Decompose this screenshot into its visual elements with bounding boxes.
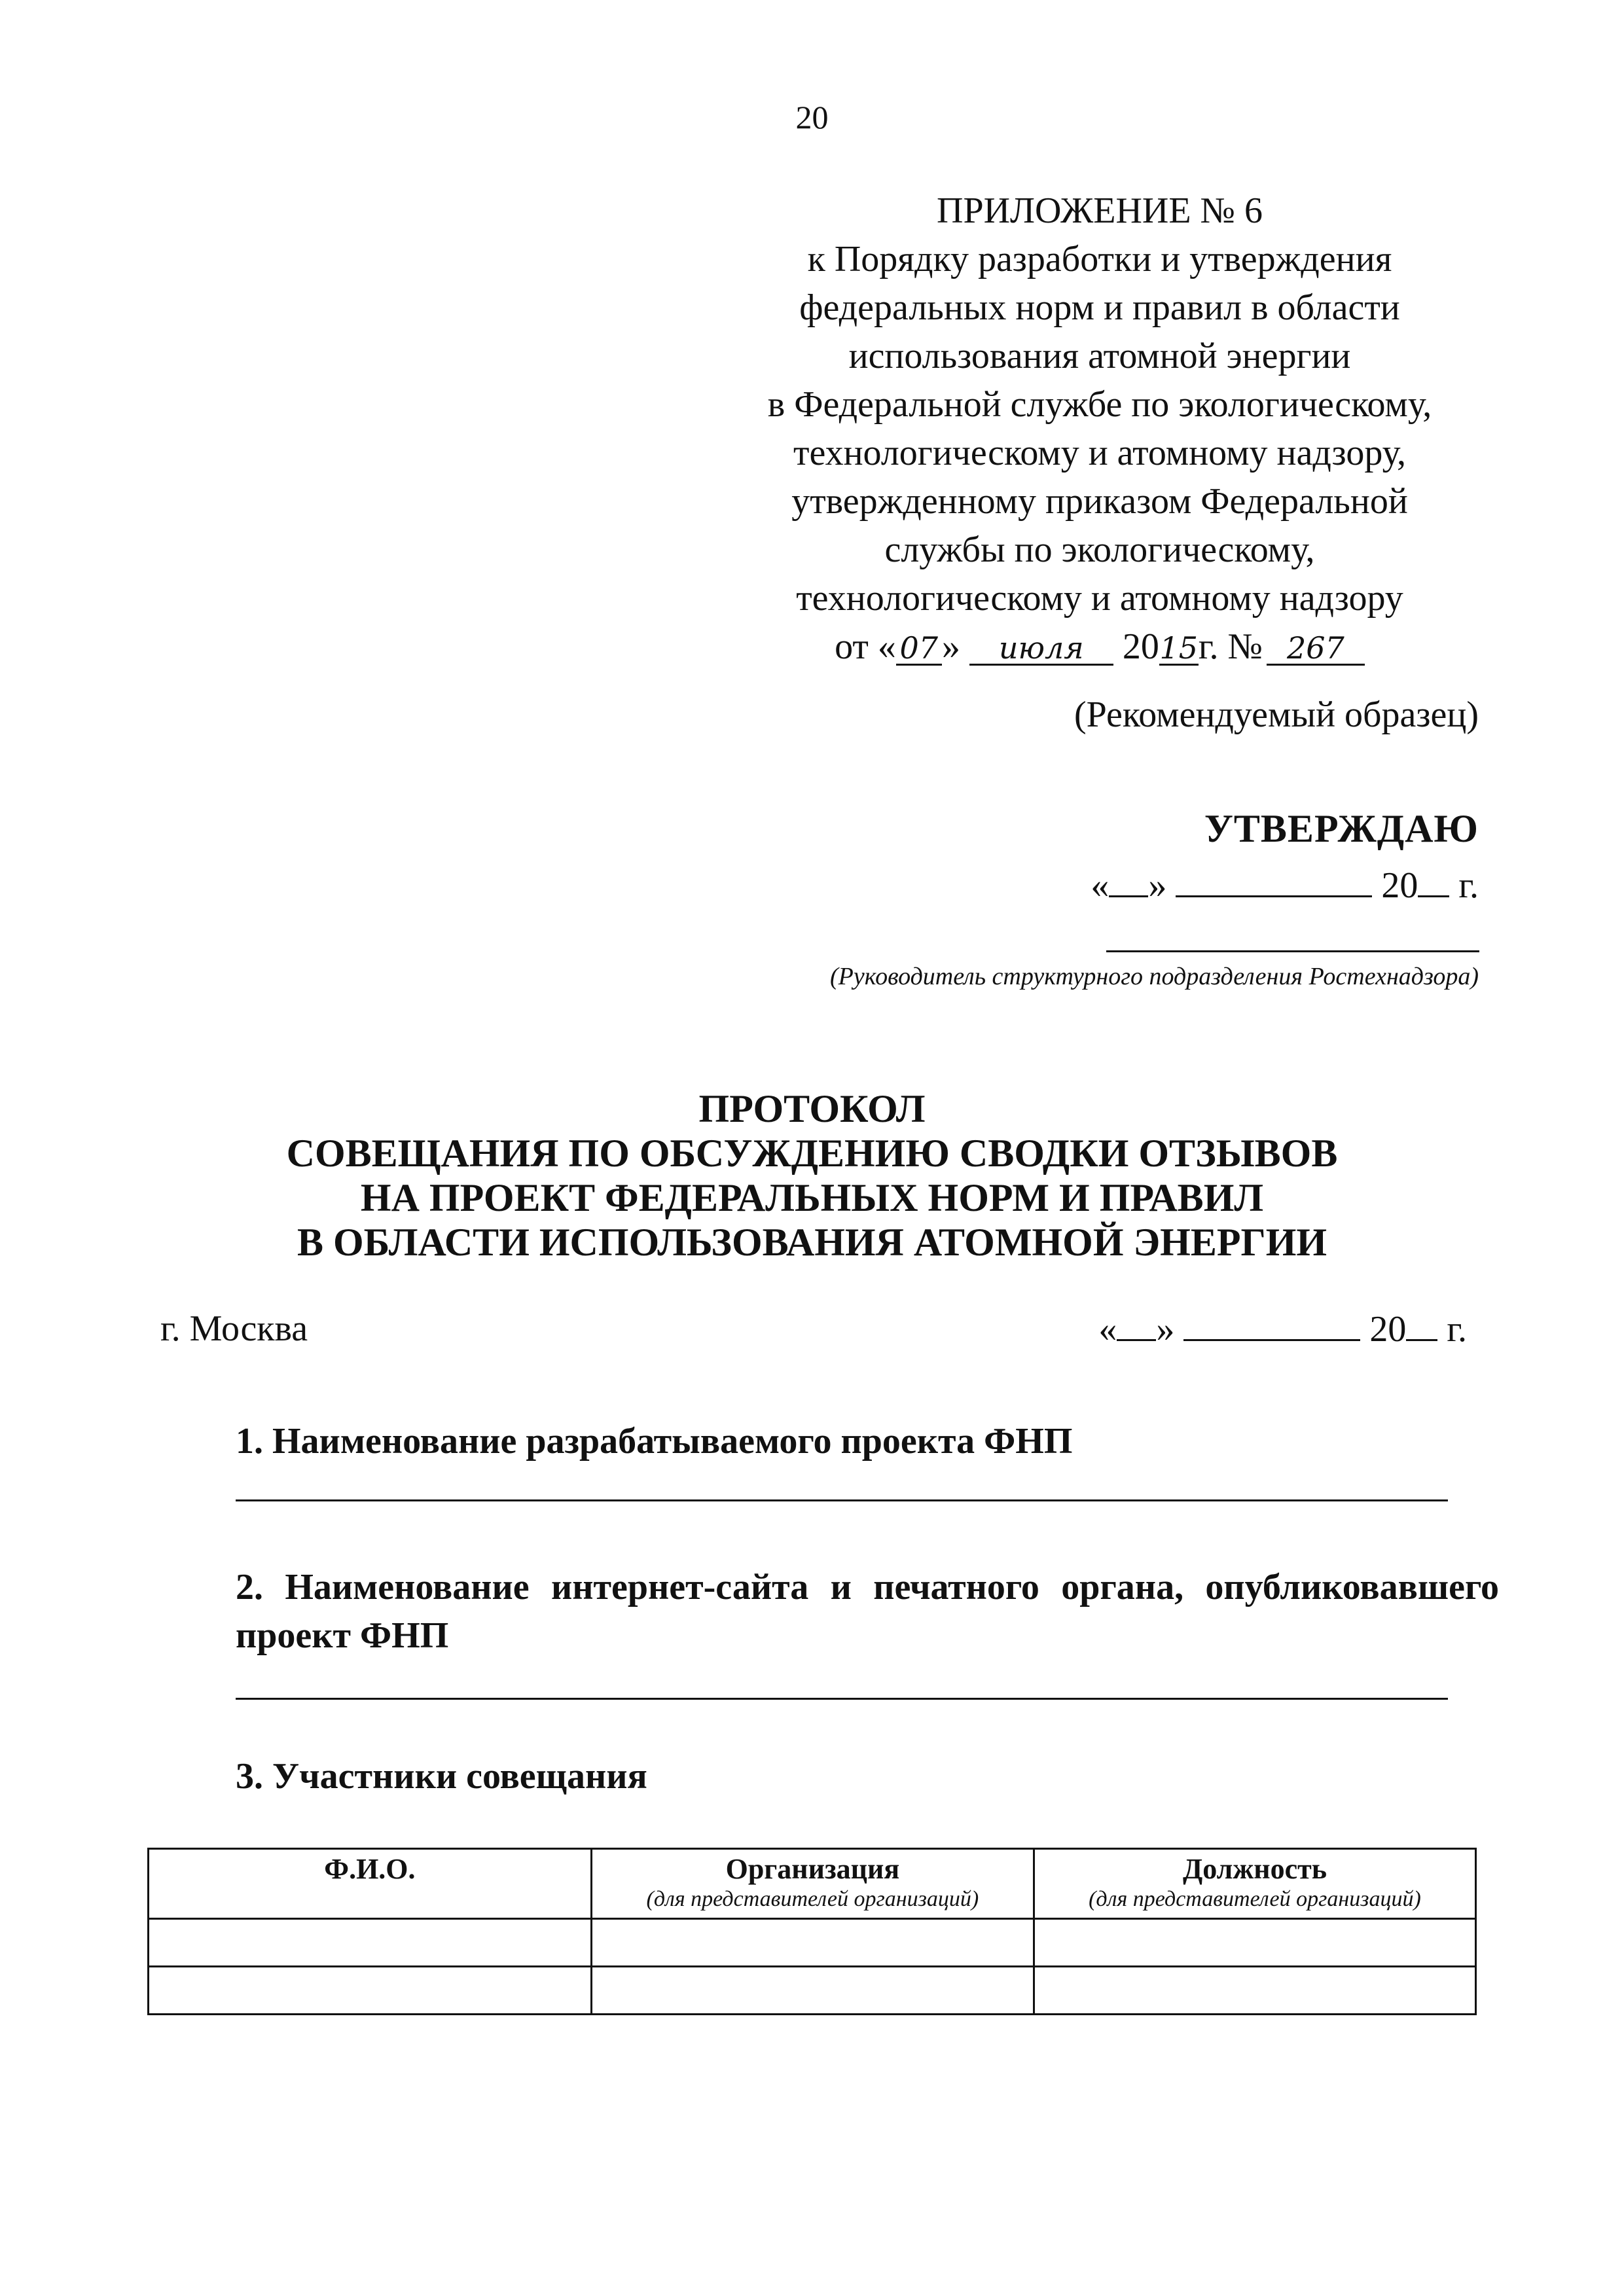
appendix-line: технологическому и атомному надзору, bbox=[793, 433, 1406, 473]
approval-caption: (Руководитель структурного подразделения Ростехнадзора) bbox=[830, 963, 1479, 990]
signature-line bbox=[1106, 950, 1479, 952]
year-blank bbox=[1406, 1308, 1437, 1341]
title-line: ПРОТОКОЛ bbox=[698, 1087, 926, 1130]
table-row bbox=[149, 1919, 1476, 1967]
meeting-date bbox=[1098, 1308, 1467, 1350]
order-month-handwritten: июля bbox=[969, 632, 1113, 666]
table-cell bbox=[149, 1919, 592, 1967]
day-blank bbox=[1109, 864, 1148, 897]
page-number: 20 bbox=[795, 99, 829, 135]
approval-date bbox=[1091, 864, 1479, 906]
appendix-line: использования атомной энергии bbox=[848, 336, 1351, 376]
appendix-line: технологическому и атомному надзору bbox=[796, 578, 1403, 619]
order-number-handwritten: 267 bbox=[1267, 632, 1365, 666]
order-year-handwritten: 15 bbox=[1159, 630, 1199, 666]
appendix-line: к Порядку разработки и утверждения bbox=[807, 239, 1392, 279]
header-title: Ф.И.О. bbox=[324, 1853, 416, 1885]
order-quote-close: » bbox=[941, 626, 960, 667]
appendix-line: утвержденному приказом Федеральной bbox=[791, 481, 1408, 522]
approval-title: УТВЕРЖДАЮ bbox=[1204, 807, 1479, 850]
title-line: В ОБЛАСТИ ИСПОЛЬЗОВАНИЯ АТОМНОЙ ЭНЕРГИИ bbox=[297, 1221, 1327, 1264]
table-cell bbox=[1034, 1919, 1475, 1967]
year-blank bbox=[1418, 864, 1449, 897]
header-title: Должность bbox=[1182, 1853, 1327, 1885]
year-prefix: 20 bbox=[1381, 865, 1418, 906]
recommended-sample-note: (Рекомендуемый образец) bbox=[1074, 694, 1479, 735]
header-title: Организация bbox=[725, 1853, 900, 1885]
date-open-quote: « bbox=[1091, 865, 1110, 906]
city-label: г. Москва bbox=[160, 1308, 308, 1349]
year-suffix: г. bbox=[1458, 865, 1479, 906]
year-suffix: г. bbox=[1447, 1309, 1467, 1350]
date-close-quote: » bbox=[1148, 865, 1167, 906]
date-close-quote: » bbox=[1156, 1309, 1175, 1350]
section-1-fill-line bbox=[236, 1499, 1448, 1501]
section-1-heading: 1. Наименование разрабатываемого проекта ФНП bbox=[236, 1421, 1073, 1462]
month-blank bbox=[1183, 1308, 1360, 1341]
section-3-heading: 3. Участники совещания bbox=[236, 1756, 647, 1797]
order-day-handwritten: 07 bbox=[896, 632, 942, 666]
table-row bbox=[149, 1967, 1476, 2015]
protocol-title bbox=[0, 1086, 1624, 1265]
table-cell bbox=[149, 1967, 592, 2015]
appendix-line: службы по экологическому, bbox=[884, 529, 1315, 570]
section-2-heading: 2. Наименование интернет-сайта и печатного органа, опубликовавшего проект ФНП bbox=[236, 1567, 1499, 1656]
appendix-line: федеральных норм и правил в области bbox=[799, 287, 1400, 328]
table-cell bbox=[1034, 1967, 1475, 2015]
table-cell bbox=[591, 1967, 1034, 2015]
appendix-line: в Федеральной службе по экологическому, bbox=[767, 384, 1432, 425]
header-note: (для представителей организаций) bbox=[646, 1887, 979, 1911]
header-organization bbox=[591, 1849, 1034, 1919]
header-position bbox=[1034, 1849, 1475, 1919]
date-open-quote: « bbox=[1098, 1309, 1117, 1350]
year-prefix: 20 bbox=[1369, 1309, 1407, 1350]
header-fio bbox=[149, 1849, 592, 1919]
day-blank bbox=[1117, 1308, 1156, 1341]
appendix-line: ПРИЛОЖЕНИЕ № 6 bbox=[937, 190, 1263, 231]
order-number-prefix: г. № bbox=[1198, 626, 1263, 667]
month-blank bbox=[1176, 864, 1372, 897]
title-line: НА ПРОЕКТ ФЕДЕРАЛЬНЫХ НОРМ И ПРАВИЛ bbox=[360, 1176, 1264, 1219]
table-cell bbox=[591, 1919, 1034, 1967]
header-note: (для представителей организаций) bbox=[1089, 1887, 1421, 1911]
appendix-header bbox=[766, 187, 1434, 671]
title-line: СОВЕЩАНИЯ ПО ОБСУЖДЕНИЮ СВОДКИ ОТЗЫВОВ bbox=[286, 1132, 1338, 1175]
section-2-fill-line bbox=[236, 1698, 1448, 1700]
order-date-line bbox=[766, 622, 1434, 671]
order-prefix: от « bbox=[835, 626, 896, 667]
order-year-prefix: 20 bbox=[1122, 626, 1159, 667]
participants-table bbox=[147, 1848, 1477, 2015]
table-header-row bbox=[149, 1849, 1476, 1919]
